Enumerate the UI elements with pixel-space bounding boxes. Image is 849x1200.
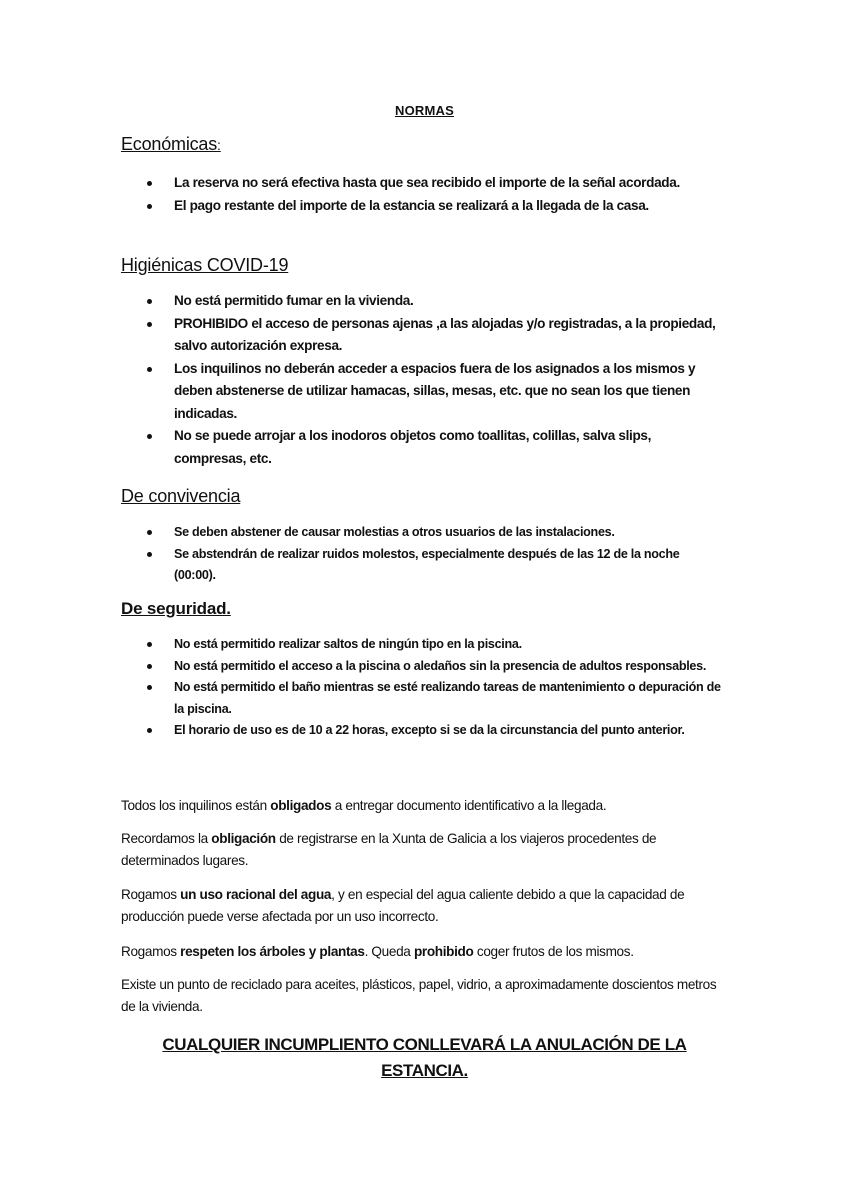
list-item-text: No está permitido el acceso a la piscina o aledaños sin la presencia de adultos responsables.	[174, 658, 707, 673]
paragraph-text: a entregar documento identificativo a la llegada.	[331, 798, 607, 813]
paragraph-agua	[121, 884, 731, 928]
paragraph-bold-text: obligación	[211, 831, 276, 846]
paragraph-text: . Queda	[364, 944, 414, 959]
heading-colon: :	[217, 137, 221, 153]
list-item	[121, 358, 721, 426]
bullet-icon	[147, 367, 152, 372]
list-item	[121, 522, 721, 544]
list-item-text: Se deben abstener de causar molestias a otros usuarios de las instalaciones.	[174, 525, 615, 539]
list-item-text: El horario de uso es de 10 a 22 horas, excepto si se da la circunstancia del punto anterior.	[174, 723, 685, 737]
paragraph-reciclado	[121, 974, 731, 1018]
bullet-icon	[147, 552, 152, 557]
list-item-text: No está permitido fumar en la vivienda.	[174, 293, 414, 308]
list-item	[121, 313, 721, 358]
bullet-icon	[147, 181, 152, 186]
list-item-text: PROHIBIDO el acceso de personas ajenas ,a las alojadas y/o registradas, a la propiedad, salvo autorización expresa.	[174, 315, 716, 353]
paragraph-registro	[121, 828, 731, 872]
section-heading-seguridad: De seguridad.	[121, 599, 231, 618]
paragraph-text: Recordamos la	[121, 831, 212, 846]
bullet-icon	[147, 434, 152, 439]
paragraph-text: coger frutos de los mismos.	[473, 944, 634, 959]
paragraph-text: Existe un punto de reciclado para aceites, plásticos, papel, vidrio, a aproximadamente doscientos metros de la vivienda.	[121, 977, 717, 1014]
list-item	[121, 720, 721, 742]
paragraph-text: de registrarse en la Xunta de Galicia a los viajeros procedentes de determinados lugares.	[121, 831, 657, 868]
section-heading-higienicas: Higiénicas COVID-19	[121, 255, 289, 275]
section-heading-convivencia: De convivencia	[121, 486, 241, 506]
list-item	[121, 677, 721, 720]
paragraph-text: , y en especial del agua caliente debido a que la capacidad de producción puede verse afectada por un uso incorrecto.	[121, 887, 685, 924]
bullet-icon	[147, 530, 152, 535]
list-item-text: No está permitido el baño mientras se esté realizando tareas de mantenimiento o depuración de la piscina.	[174, 680, 721, 716]
paragraph-bold-text: respeten los árboles y plantas	[180, 944, 365, 959]
list-seguridad	[121, 634, 721, 742]
paragraph-text: Todos los inquilinos están	[121, 798, 271, 813]
list-item-text: La reserva no será efectiva hasta que sea recibido el importe de la señal acordada.	[174, 175, 680, 190]
list-item	[121, 544, 721, 587]
list-convivencia	[121, 522, 721, 587]
list-item-text: Los inquilinos no deberán acceder a espacios fuera de los asignados a los mismos y deben abstenerse de utilizar hamacas, sillas, mesas, etc. que no sean los que tienen indicadas.	[174, 360, 696, 421]
paragraph-identificacion	[121, 795, 731, 817]
list-item	[121, 172, 721, 195]
list-item	[121, 290, 721, 313]
section-heading-text: Económicas	[121, 134, 218, 154]
bullet-icon	[147, 685, 152, 690]
bullet-icon	[147, 322, 152, 327]
document-title: NORMAS	[395, 103, 454, 118]
bullet-icon	[147, 299, 152, 304]
list-economicas	[121, 172, 721, 217]
bullet-icon	[147, 664, 152, 669]
bullet-icon	[147, 204, 152, 209]
list-item-text: No está permitido realizar saltos de ningún tipo en la piscina.	[174, 637, 522, 651]
bullet-icon	[147, 642, 152, 647]
paragraph-bold-text: un uso racional del agua	[180, 887, 332, 902]
paragraph-bold-text: prohibido	[413, 944, 474, 959]
paragraph-bold-text: obligados	[270, 798, 332, 813]
list-item	[121, 656, 721, 678]
section-heading-economicas	[121, 134, 221, 155]
list-higienicas	[121, 290, 721, 470]
paragraph-text: Rogamos	[121, 944, 181, 959]
bullet-icon	[147, 728, 152, 733]
paragraph-arboles	[121, 941, 731, 963]
list-item-text: No se puede arrojar a los inodoros objetos como toallitas, colillas, salva slips, compresas, etc.	[174, 428, 652, 466]
list-item	[121, 195, 721, 218]
paragraph-text: Rogamos	[121, 887, 181, 902]
list-item-text: Se abstendrán de realizar ruidos molestos, especialmente después de las 12 de la noche (00:00).	[174, 546, 680, 582]
final-notice: CUALQUIER INCUMPLIENTO CONLLEVARÁ LA ANULACIÓN DE LA ESTANCIA.	[162, 1035, 687, 1080]
list-item	[121, 425, 721, 470]
list-item	[121, 634, 721, 656]
list-item-text: El pago restante del importe de la estancia se realizará a la llegada de la casa.	[174, 197, 649, 213]
